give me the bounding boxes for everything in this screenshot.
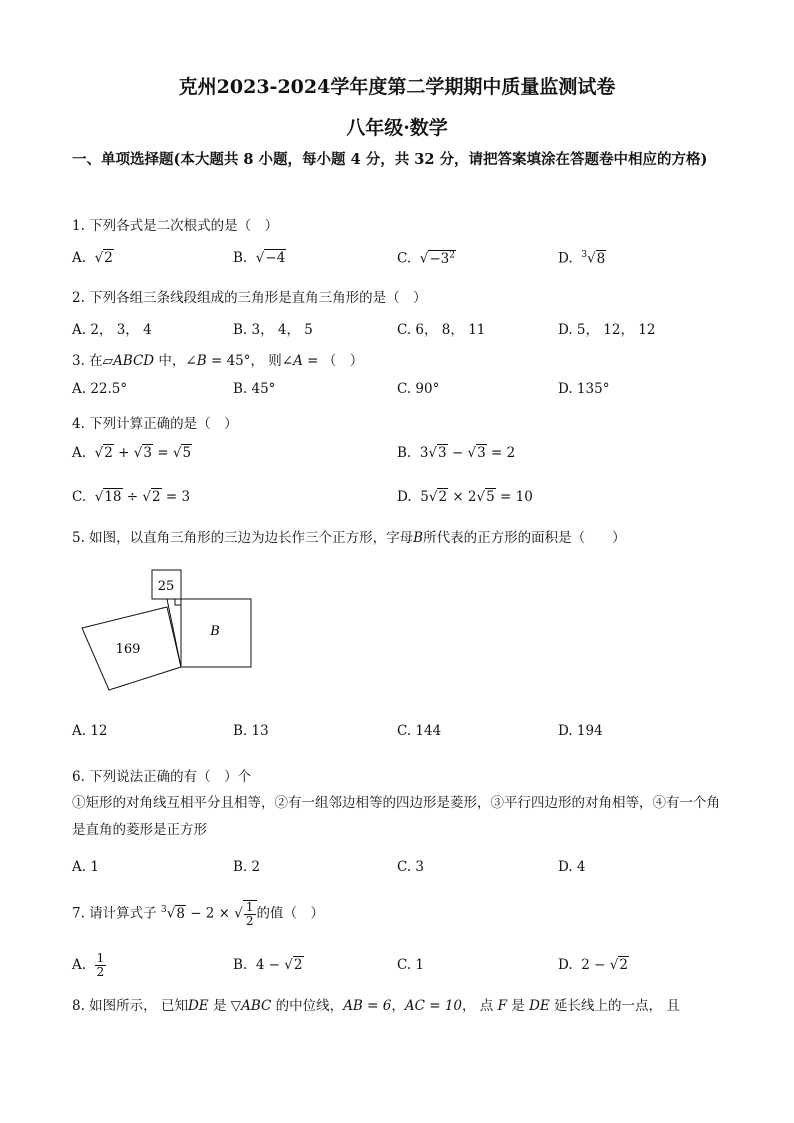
question-1-stem: 1. 下列各式是二次根式的是（ ） xyxy=(72,218,279,234)
question-5-stem: 5. 如图，以直角三角形的三边为边长作三个正方形，字母B所代表的正方形的面积是（ ） xyxy=(72,530,626,546)
q4-option-d: D. 5√2 × 2√5 = 10 xyxy=(397,489,533,505)
q7-option-d: D. 2 − √2 xyxy=(558,957,628,973)
q6-option-d: D. 4 xyxy=(558,859,586,875)
q6-option-b: B. 2 xyxy=(233,859,261,875)
question-4-stem: 4. 下列计算正确的是（ ） xyxy=(72,416,238,432)
small-square-label: 25 xyxy=(157,579,175,594)
q3-option-b: B. 45° xyxy=(233,381,276,397)
q1-option-b: B. √−4 xyxy=(233,250,286,266)
q7-option-a: A. $\frac{1}{2}$ xyxy=(72,951,105,979)
q6-option-c: C. 3 xyxy=(397,859,425,875)
left-square-label: 169 xyxy=(115,642,141,657)
q5-option-c: C. 144 xyxy=(397,723,442,739)
q4-option-b: B. 3√3 − √3 = 2 xyxy=(397,445,516,461)
q3-option-a: A. 22.5° xyxy=(72,381,128,397)
question-3-stem: 3. 在▱ABCD 中，∠B = 45°， 则∠A = （ ） xyxy=(72,353,364,369)
q7-fraction: $\frac{1}{2}$ xyxy=(243,900,257,928)
q7-option-c: C. 1 xyxy=(397,957,425,973)
q2-option-b: B. 3， 4， 5 xyxy=(233,322,313,338)
right-square-label: B xyxy=(210,624,220,639)
q3-option-d: D. 135° xyxy=(558,381,610,397)
q2-option-d: D. 5， 12， 12 xyxy=(558,322,656,338)
question-8-stem: 8. 如图所示， 已知DE 是 ▽ABC 的中位线，AB = 6，AC = 10， 点 F 是 DE 延长线上的一点， 且 xyxy=(72,998,680,1014)
q1-option-a: A. √2 xyxy=(72,250,113,266)
triangle-hypotenuse xyxy=(167,599,181,667)
q7-option-b: B. 4 − √2 xyxy=(233,957,303,973)
section-heading: 一、单项选择题(本大题共 8 小题，每小题 4 分，共 32 分，请把答案填涂在答题卷中相应的方格) xyxy=(72,151,708,168)
q4-option-a: A. √2 + √3 = √5 xyxy=(72,445,192,461)
question-6-statements: ①矩形的对角线互相平分且相等，②有一组邻边相等的四边形是菱形，③平行四边形的对角相等，④有一个角是直角的菱形是正方形 xyxy=(72,795,720,838)
q5-option-a: A. 12 xyxy=(72,723,108,739)
q5-option-b: B. 13 xyxy=(233,723,269,739)
q4-option-c: C. √18 ÷ √2 = 3 xyxy=(72,489,191,505)
question-6-stem: 6. 下列说法正确的有（ ）个 xyxy=(72,769,252,785)
exam-subtitle: 八年级·数学 xyxy=(346,117,448,139)
q2-option-c: C. 6， 8， 11 xyxy=(397,322,486,338)
q6-option-a: A. 1 xyxy=(72,859,99,875)
question-2-stem: 2. 下列各组三条线段组成的三角形是直角三角形的是（ ） xyxy=(72,290,427,306)
exam-title: 克州2023-2024学年度第二学期期中质量监测试卷 xyxy=(178,76,616,98)
q1-option-c: C. $√-3^2$ xyxy=(397,250,455,267)
q1-option-d: D. $^3$√8 xyxy=(558,250,606,267)
right-angle-mark xyxy=(175,599,181,605)
q3-option-c: C. 90° xyxy=(397,381,440,397)
q2-option-a: A. 2， 3， 4 xyxy=(72,322,152,338)
q5-option-d: D. 194 xyxy=(558,723,603,739)
question-7-stem: 7. 请计算式子 $^3$√8 − 2 × √ $\frac{1}{2}$ 的值（ ） xyxy=(72,900,325,928)
squares-figure xyxy=(70,560,270,710)
